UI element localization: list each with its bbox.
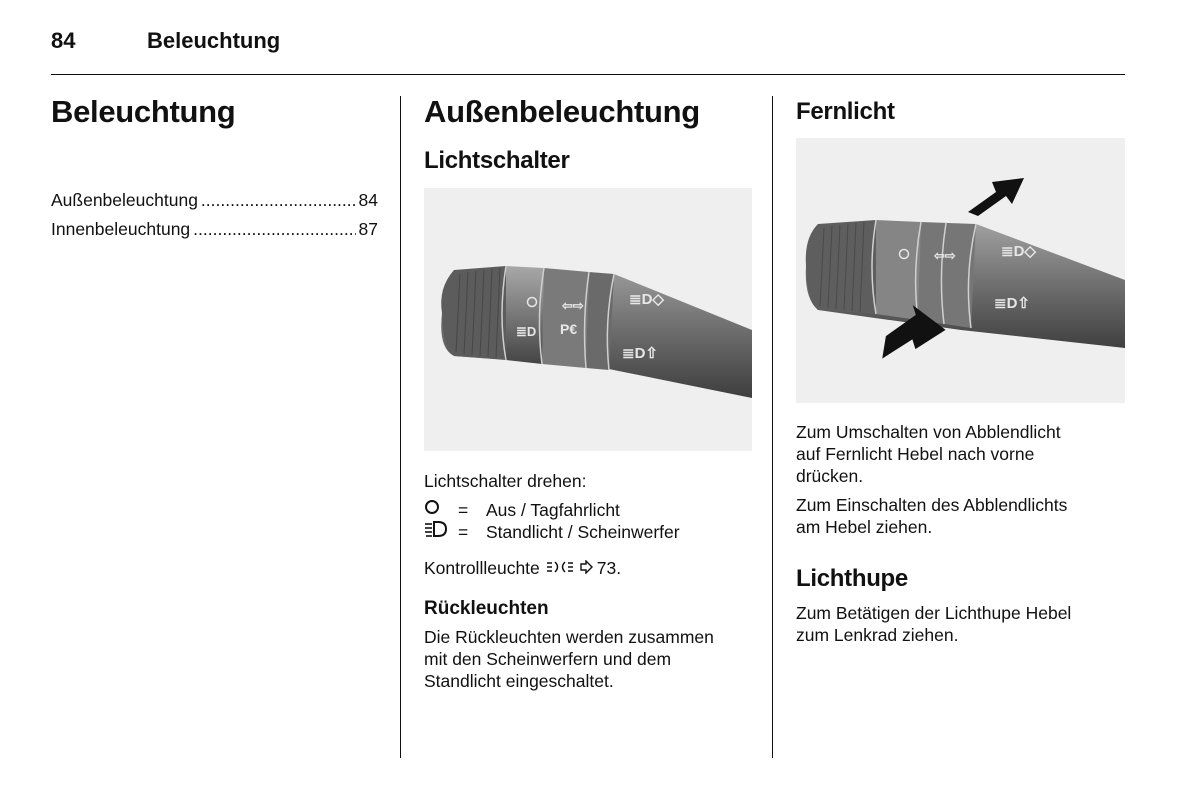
symbol-row — [424, 498, 620, 521]
sidelight-indicator-icon — [546, 557, 576, 579]
column-divider — [400, 96, 401, 758]
high-beam-lever-illustration — [796, 138, 1125, 403]
light-switch-lever-illustration — [424, 188, 752, 451]
symbol-description: Standlicht / Scheinwerfer — [486, 521, 680, 542]
control-light-reference — [424, 557, 621, 579]
header-rule — [51, 74, 1125, 75]
text-line: Standlicht eingeschaltet. — [424, 671, 614, 691]
off-symbol-icon — [424, 498, 458, 521]
svg-text:P€: P€ — [560, 321, 578, 337]
toc-label: Innenbeleuchtung — [51, 219, 191, 239]
toc-label: Außenbeleuchtung — [51, 190, 198, 210]
chapter-heading: Beleuchtung — [51, 94, 236, 129]
headlight-flash-text — [796, 602, 1131, 646]
subsection-heading: Lichtschalter — [424, 147, 570, 174]
text-line: Zum Einschalten des Abblendlichts — [796, 495, 1068, 515]
control-light-label: Kontrollleuchte — [424, 558, 540, 578]
toc-entry[interactable] — [51, 219, 378, 240]
text-line: Zum Umschalten von Abblendlicht — [796, 422, 1061, 442]
equals-sign: = — [458, 521, 469, 542]
toc-leader — [193, 219, 355, 240]
toc-page: 87 — [358, 219, 378, 239]
column-divider — [772, 96, 773, 758]
light-switch-figure — [424, 188, 752, 451]
rear-lights-text — [424, 626, 759, 692]
toc-leader — [201, 190, 356, 211]
toc-page: 84 — [358, 190, 378, 210]
svg-text:⇦⇨: ⇦⇨ — [562, 298, 584, 313]
svg-text:≣D: ≣D — [516, 324, 537, 339]
text-line: am Hebel ziehen. — [796, 517, 933, 537]
section-heading: Außenbeleuchtung — [424, 94, 700, 129]
text-line: Die Rückleuchten werden zusammen — [424, 627, 714, 647]
text-line: drücken. — [796, 466, 864, 486]
symbol-description: Aus / Tagfahrlicht — [486, 499, 620, 520]
svg-text:≣D◇: ≣D◇ — [1001, 243, 1036, 260]
svg-text:≣D⇧: ≣D⇧ — [994, 295, 1030, 312]
high-beam-text-2 — [796, 494, 1131, 538]
page-number: 84 — [51, 28, 76, 53]
headlight-flash-heading: Lichthupe — [796, 565, 908, 592]
high-beam-text-1 — [796, 421, 1131, 487]
rear-lights-heading: Rückleuchten — [424, 598, 549, 619]
page-reference[interactable]: 73. — [596, 558, 622, 578]
text-line: zum Lenkrad ziehen. — [796, 625, 959, 645]
switch-intro: Lichtschalter drehen: — [424, 471, 587, 491]
high-beam-heading: Fernlicht — [796, 98, 895, 125]
text-line: auf Fernlicht Hebel nach vorne — [796, 444, 1035, 464]
svg-text:≣D⇧: ≣D⇧ — [622, 345, 658, 362]
high-beam-figure — [796, 138, 1125, 403]
equals-sign: = — [458, 499, 469, 520]
svg-text:⇦⇨: ⇦⇨ — [934, 248, 956, 263]
symbol-row — [424, 520, 680, 543]
running-title: Beleuchtung — [147, 28, 281, 53]
page-reference-icon — [579, 557, 593, 579]
sidelight-headlight-icon — [424, 520, 458, 543]
toc-entry[interactable] — [51, 190, 378, 211]
text-line: mit den Scheinwerfern und dem — [424, 649, 672, 669]
svg-text:≣D◇: ≣D◇ — [629, 291, 664, 308]
text-line: Zum Betätigen der Lichthupe Hebel — [796, 603, 1072, 623]
